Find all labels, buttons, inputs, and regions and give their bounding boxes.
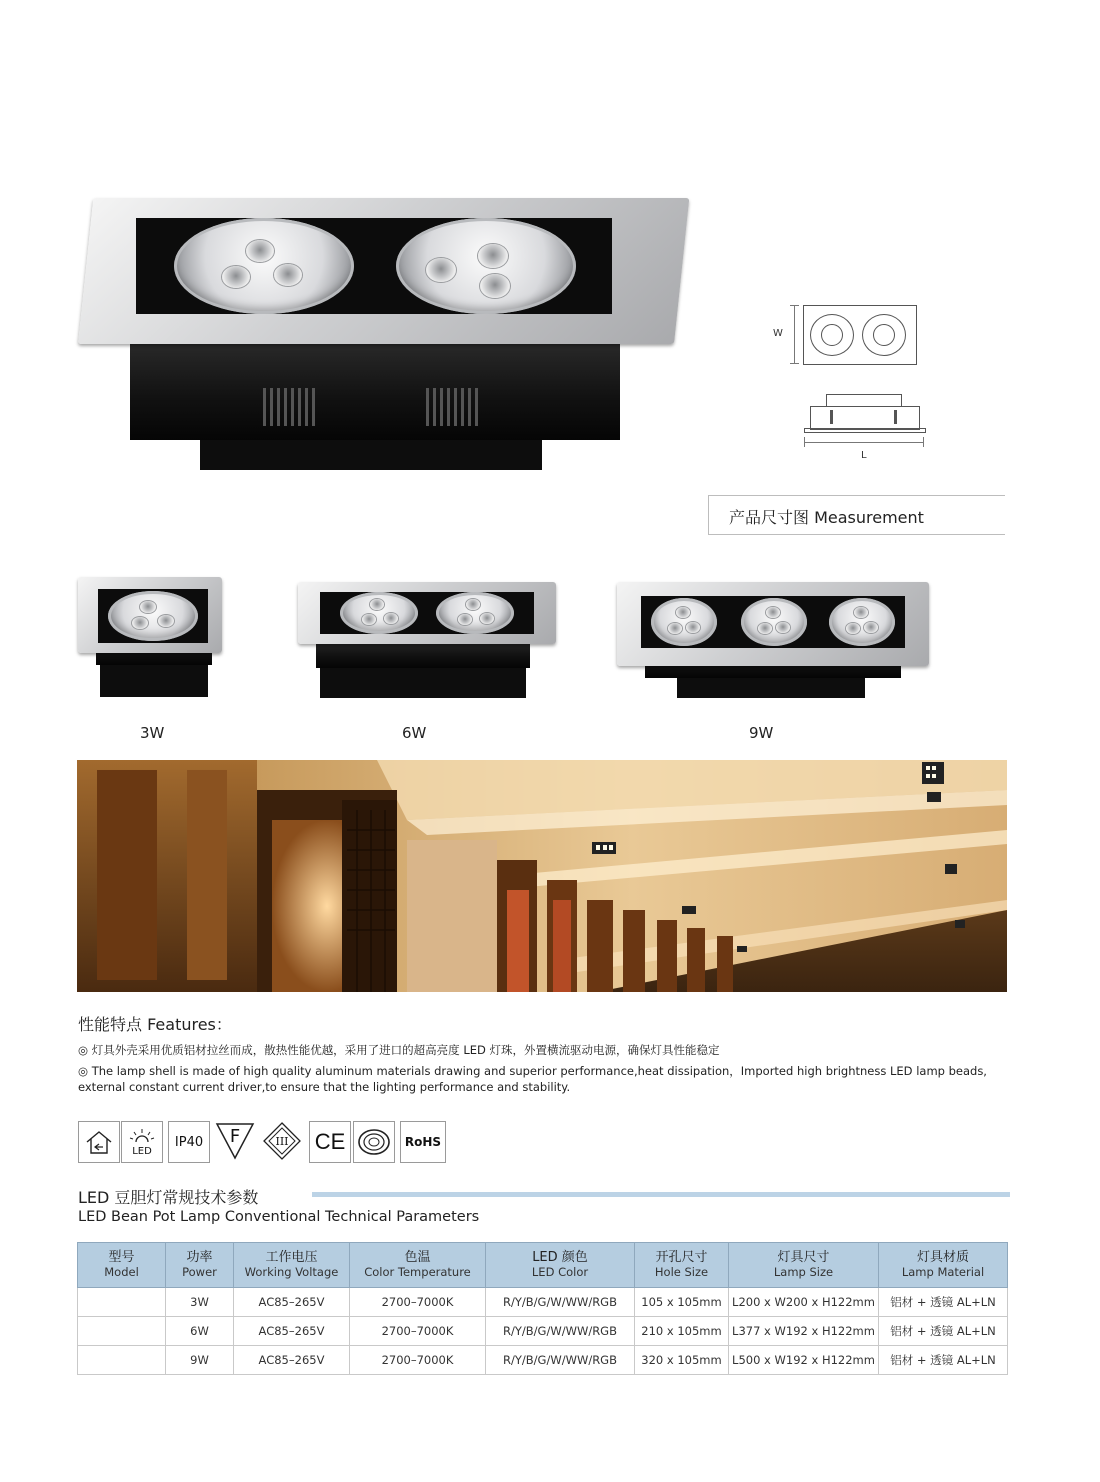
cell-power: 3W	[166, 1288, 234, 1317]
col-lamp-material: 灯具材质 Lamp Material	[879, 1243, 1008, 1288]
class-iii-icon	[262, 1121, 302, 1161]
main-product-image	[78, 198, 678, 473]
indoor-house-icon	[78, 1121, 120, 1163]
cell-material: 铝材 + 透镜 AL+LN	[879, 1317, 1008, 1346]
feature-item-en: ◎ The lamp shell is made of high quality aluminum materials drawing and superior performance,heat dissipation，Imported high brightness LED lamp beads, external constant current driver,to ensure that the lighting performance and stability.	[78, 1064, 987, 1094]
f-mark-label: F	[229, 1126, 241, 1147]
cell-model	[78, 1317, 166, 1346]
variant-6w-label: 6W	[402, 724, 427, 742]
cell-voltage: AC85–265V	[234, 1317, 350, 1346]
cell-model	[78, 1288, 166, 1317]
cell-lamp-size: L377 x W192 x H122mm	[729, 1317, 879, 1346]
f-mark-icon	[215, 1121, 255, 1161]
col-working-voltage: 工作电压 Working Voltage	[234, 1243, 350, 1288]
led-icon	[121, 1121, 163, 1163]
variant-3w-label: 3W	[140, 724, 165, 742]
dimension-l-label: L	[861, 450, 867, 461]
class-iii-label: III	[275, 1134, 289, 1148]
table-header-row	[78, 1243, 1008, 1288]
parameters-title-en: LED Bean Pot Lamp Conventional Technical Parameters	[78, 1209, 480, 1225]
cell-led-color: R/Y/B/G/W/WW/RGB	[486, 1346, 635, 1375]
cell-material: 铝材 + 透镜 AL+LN	[879, 1346, 1008, 1375]
led-icon-label: LED	[132, 1145, 152, 1157]
cell-voltage: AC85–265V	[234, 1288, 350, 1317]
interior-application-photo	[77, 760, 1007, 992]
table-row	[78, 1346, 1008, 1375]
cell-voltage: AC85–265V	[234, 1346, 350, 1375]
cell-material: 铝材 + 透镜 AL+LN	[879, 1288, 1008, 1317]
ip40-label: IP40	[174, 1134, 204, 1150]
dimension-w-label: W	[773, 328, 783, 339]
col-hole-size: 开孔尺寸 Hole Size	[635, 1243, 729, 1288]
cell-led-color: R/Y/B/G/W/WW/RGB	[486, 1288, 635, 1317]
variant-9w-image	[615, 578, 933, 702]
measurement-caption	[708, 495, 1005, 535]
cell-led-color: R/Y/B/G/W/WW/RGB	[486, 1317, 635, 1346]
features-title: 性能特点 Features：	[78, 1015, 232, 1034]
cell-hole-size: 320 x 105mm	[635, 1346, 729, 1375]
cell-color-temp: 2700–7000K	[350, 1288, 486, 1317]
ccc-mark-icon	[353, 1121, 395, 1163]
parameters-table	[77, 1242, 1008, 1375]
rohs-label: RoHS	[404, 1135, 442, 1149]
cell-hole-size: 210 x 105mm	[635, 1317, 729, 1346]
cell-lamp-size: L200 x W200 x H122mm	[729, 1288, 879, 1317]
cell-lamp-size: L500 x W192 x H122mm	[729, 1346, 879, 1375]
variant-3w-image	[70, 575, 235, 700]
col-lamp-size: 灯具尺寸 Lamp Size	[729, 1243, 879, 1288]
cell-color-temp: 2700–7000K	[350, 1317, 486, 1346]
col-color-temperature: 色温 Color Temperature	[350, 1243, 486, 1288]
table-row	[78, 1288, 1008, 1317]
parameters-title-bar	[312, 1192, 1010, 1197]
measurement-label: 产品尺寸图 Measurement	[729, 508, 924, 527]
interior-scene	[77, 760, 1007, 992]
variant-6w-image	[296, 580, 561, 702]
ce-mark-icon	[309, 1121, 351, 1163]
ce-mark-label: CE	[314, 1129, 346, 1154]
feature-item-cn: ◎ 灯具外壳采用优质铝材拉丝而成，散热性能优越，采用了进口的超高亮度 LED 灯珠，外置横流驱动电源，确保灯具性能稳定	[78, 1043, 720, 1057]
ip40-icon	[168, 1121, 210, 1163]
parameters-title-cn: LED 豆胆灯常规技术参数	[78, 1188, 259, 1207]
cell-power: 9W	[166, 1346, 234, 1375]
cell-power: 6W	[166, 1317, 234, 1346]
col-model: 型号 Model	[78, 1243, 166, 1288]
rohs-icon	[400, 1121, 446, 1163]
cell-model	[78, 1346, 166, 1375]
table-row	[78, 1317, 1008, 1346]
cell-hole-size: 105 x 105mm	[635, 1288, 729, 1317]
col-led-color: LED 颜色 LED Color	[486, 1243, 635, 1288]
variant-9w-label: 9W	[749, 724, 774, 742]
cell-color-temp: 2700–7000K	[350, 1346, 486, 1375]
measurement-diagram	[770, 300, 930, 470]
col-power: 功率 Power	[166, 1243, 234, 1288]
